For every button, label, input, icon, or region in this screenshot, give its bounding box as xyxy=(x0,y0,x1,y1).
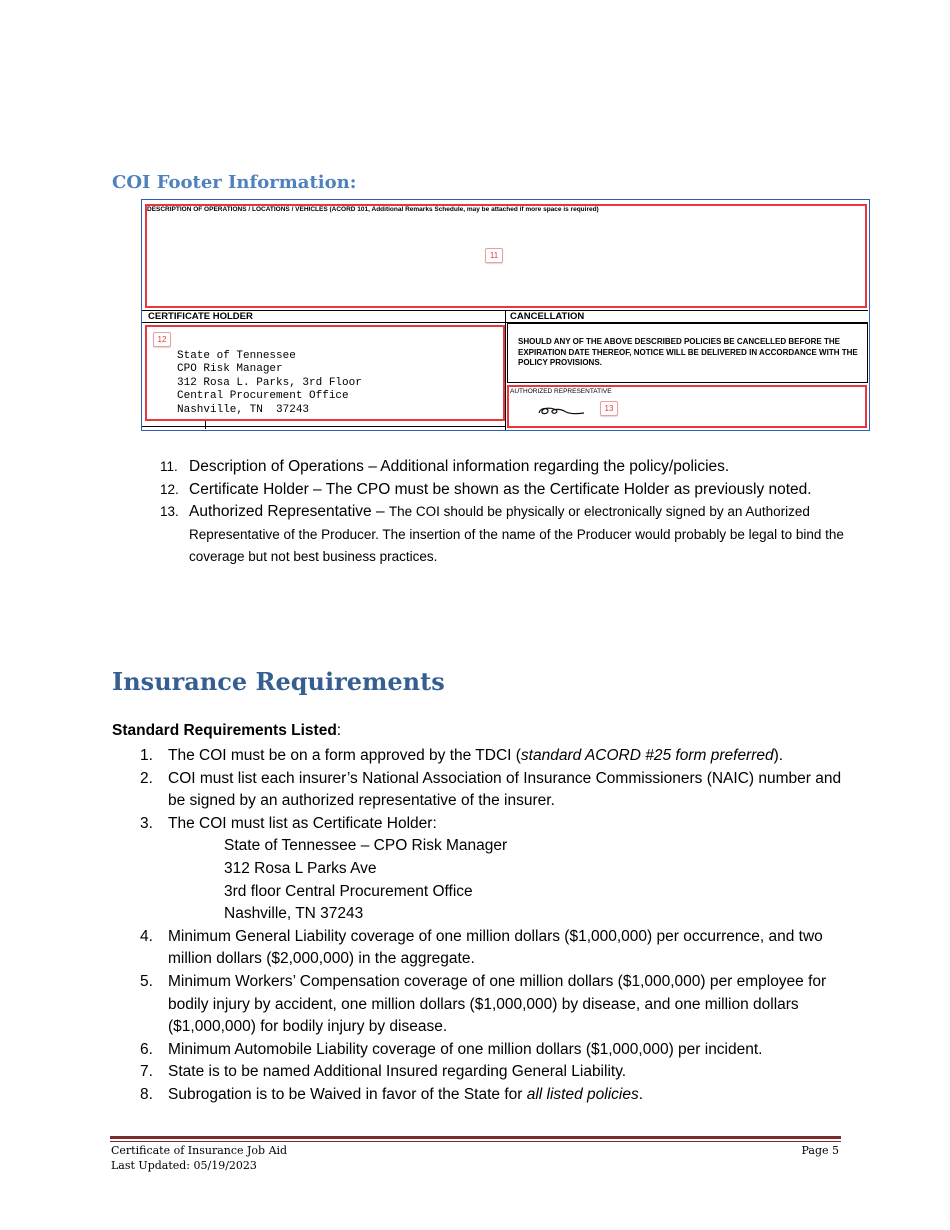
list-item xyxy=(160,501,850,569)
req-emphasis: standard ACORD #25 form preferred xyxy=(520,747,774,764)
footer-doc-title: Certificate of Insurance Job Aid xyxy=(111,1144,288,1157)
marker-13: 13 xyxy=(600,401,618,416)
req-text: The COI must list as Certificate Holder: xyxy=(168,814,437,832)
list-number: 6. xyxy=(140,1040,153,1058)
list-item xyxy=(140,745,860,768)
note-text: The COI should be physically or electronically signed by an Authorized Representative of the Producer. The insertion of the name of the Producer would probably be legal to bind the coverage but not best business practices. xyxy=(189,504,844,564)
coi-footer-heading: COI Footer Information: xyxy=(112,172,357,193)
certificate-holder-label: CERTIFICATE HOLDER xyxy=(148,311,253,322)
holder-line: Nashville, TN 37243 xyxy=(177,403,310,416)
holder-line: Central Procurement Office xyxy=(177,390,349,403)
req-text: Minimum General Liability coverage of one million dollars ($1,000,000) per occurrence, and two million dollars ($2,000,000) in the aggregate. xyxy=(168,927,823,968)
holder-line: CPO Risk Manager xyxy=(177,363,283,376)
note-text: – The CPO must be shown as the Certificate Holder as previously noted. xyxy=(308,480,812,498)
note-dash: – xyxy=(371,503,389,520)
footer-rule xyxy=(110,1136,841,1139)
req-text: Subrogation is to be Waived in favor of the State for xyxy=(168,1085,527,1103)
req-text: State is to be named Additional Insured regarding General Liability. xyxy=(168,1063,627,1081)
list-number: 8. xyxy=(140,1085,153,1103)
page-footer-left xyxy=(111,1144,287,1173)
list-number: 13. xyxy=(160,504,179,519)
description-highlight-box xyxy=(145,204,867,308)
list-item xyxy=(140,1061,860,1084)
address-line: Nashville, TN 37243 xyxy=(224,905,364,923)
address-line: State of Tennessee – CPO Risk Manager xyxy=(224,837,508,855)
form-divider xyxy=(205,421,206,429)
cancellation-text: SHOULD ANY OF THE ABOVE DESCRIBED POLICIES BE CANCELLED BEFORE THE EXPIRATION DATE THEREOF, NOTICE WILL BE DELIVERED IN ACCORDANCE WITH THE POLICY PROVISIONS. xyxy=(518,337,858,367)
footer-rule xyxy=(110,1141,841,1142)
holder-line: State of Tennessee xyxy=(177,350,296,362)
req-emphasis: all listed policies xyxy=(526,1085,639,1103)
note-title: Authorized Representative xyxy=(189,503,372,520)
insurance-requirements-heading: Insurance Requirements xyxy=(112,667,445,696)
address-line: 3rd floor Central Procurement Office xyxy=(224,882,473,900)
list-number: 12. xyxy=(160,481,179,497)
list-item xyxy=(140,768,860,813)
req-text: ). xyxy=(773,747,784,764)
address-line: 312 Rosa L Parks Ave xyxy=(224,859,377,877)
req-text: The COI must be on a form approved by the TDCI ( xyxy=(168,747,521,764)
signature-image xyxy=(536,404,586,418)
list-item xyxy=(160,479,850,502)
list-number: 3. xyxy=(140,814,153,832)
form-divider xyxy=(505,310,506,430)
req-text: Minimum Automobile Liability coverage of one million dollars ($1,000,000) per incident. xyxy=(168,1040,763,1058)
standard-requirements-subheading xyxy=(112,722,341,740)
list-item xyxy=(140,971,860,1039)
list-item xyxy=(140,1039,860,1062)
list-item xyxy=(140,813,860,926)
marker-12: 12 xyxy=(153,332,171,347)
list-item xyxy=(140,926,860,971)
list-number: 4. xyxy=(140,927,153,945)
footer-last-updated: Last Updated: 05/19/2023 xyxy=(111,1158,257,1172)
holder-address-block xyxy=(168,835,860,925)
form-divider xyxy=(142,426,505,427)
requirements-list xyxy=(140,745,860,1107)
list-number: 5. xyxy=(140,972,153,990)
description-label: DESCRIPTION OF OPERATIONS / LOCATIONS / VEHICLES (ACORD 101, Additional Remarks Schedule, may be attached if more space is required) xyxy=(147,206,599,213)
req-text: Minimum Workers’ Compensation coverage of one million dollars ($1,000,000) per employee for bodily injury by accident, one million dollars ($1,000,000) by disease, and one million dollars ($1,000,000) for bodily injury by disease. xyxy=(168,972,827,1036)
note-title: Certificate Holder xyxy=(189,480,309,498)
list-item xyxy=(140,1084,860,1107)
holder-line: 312 Rosa L. Parks, 3rd Floor xyxy=(177,376,362,389)
subheading-colon: : xyxy=(336,722,342,739)
authorized-rep-label: AUTHORIZED REPRESENTATIVE xyxy=(510,388,612,395)
note-title: Description of Operations xyxy=(189,458,364,475)
list-number: 11. xyxy=(160,459,178,474)
list-number: 7. xyxy=(140,1063,153,1081)
certificate-holder-address xyxy=(177,350,362,417)
marker-11: 11 xyxy=(485,248,503,263)
list-item xyxy=(160,456,850,479)
cancellation-label: CANCELLATION xyxy=(510,311,585,322)
req-text: . xyxy=(638,1085,644,1103)
subheading-text: Standard Requirements Listed xyxy=(112,722,337,739)
list-number: 2. xyxy=(140,769,153,787)
req-text: COI must list each insurer’s National Association of Insurance Commissioners (NAIC) number and be signed by an authorized representative of the insurer. xyxy=(168,769,842,810)
page-number: Page 5 xyxy=(801,1144,839,1157)
list-number: 1. xyxy=(140,747,153,764)
note-text: – Additional information regarding the policy/policies. xyxy=(363,458,730,475)
coi-footer-form-image xyxy=(141,199,870,431)
footer-notes-list xyxy=(160,456,850,569)
